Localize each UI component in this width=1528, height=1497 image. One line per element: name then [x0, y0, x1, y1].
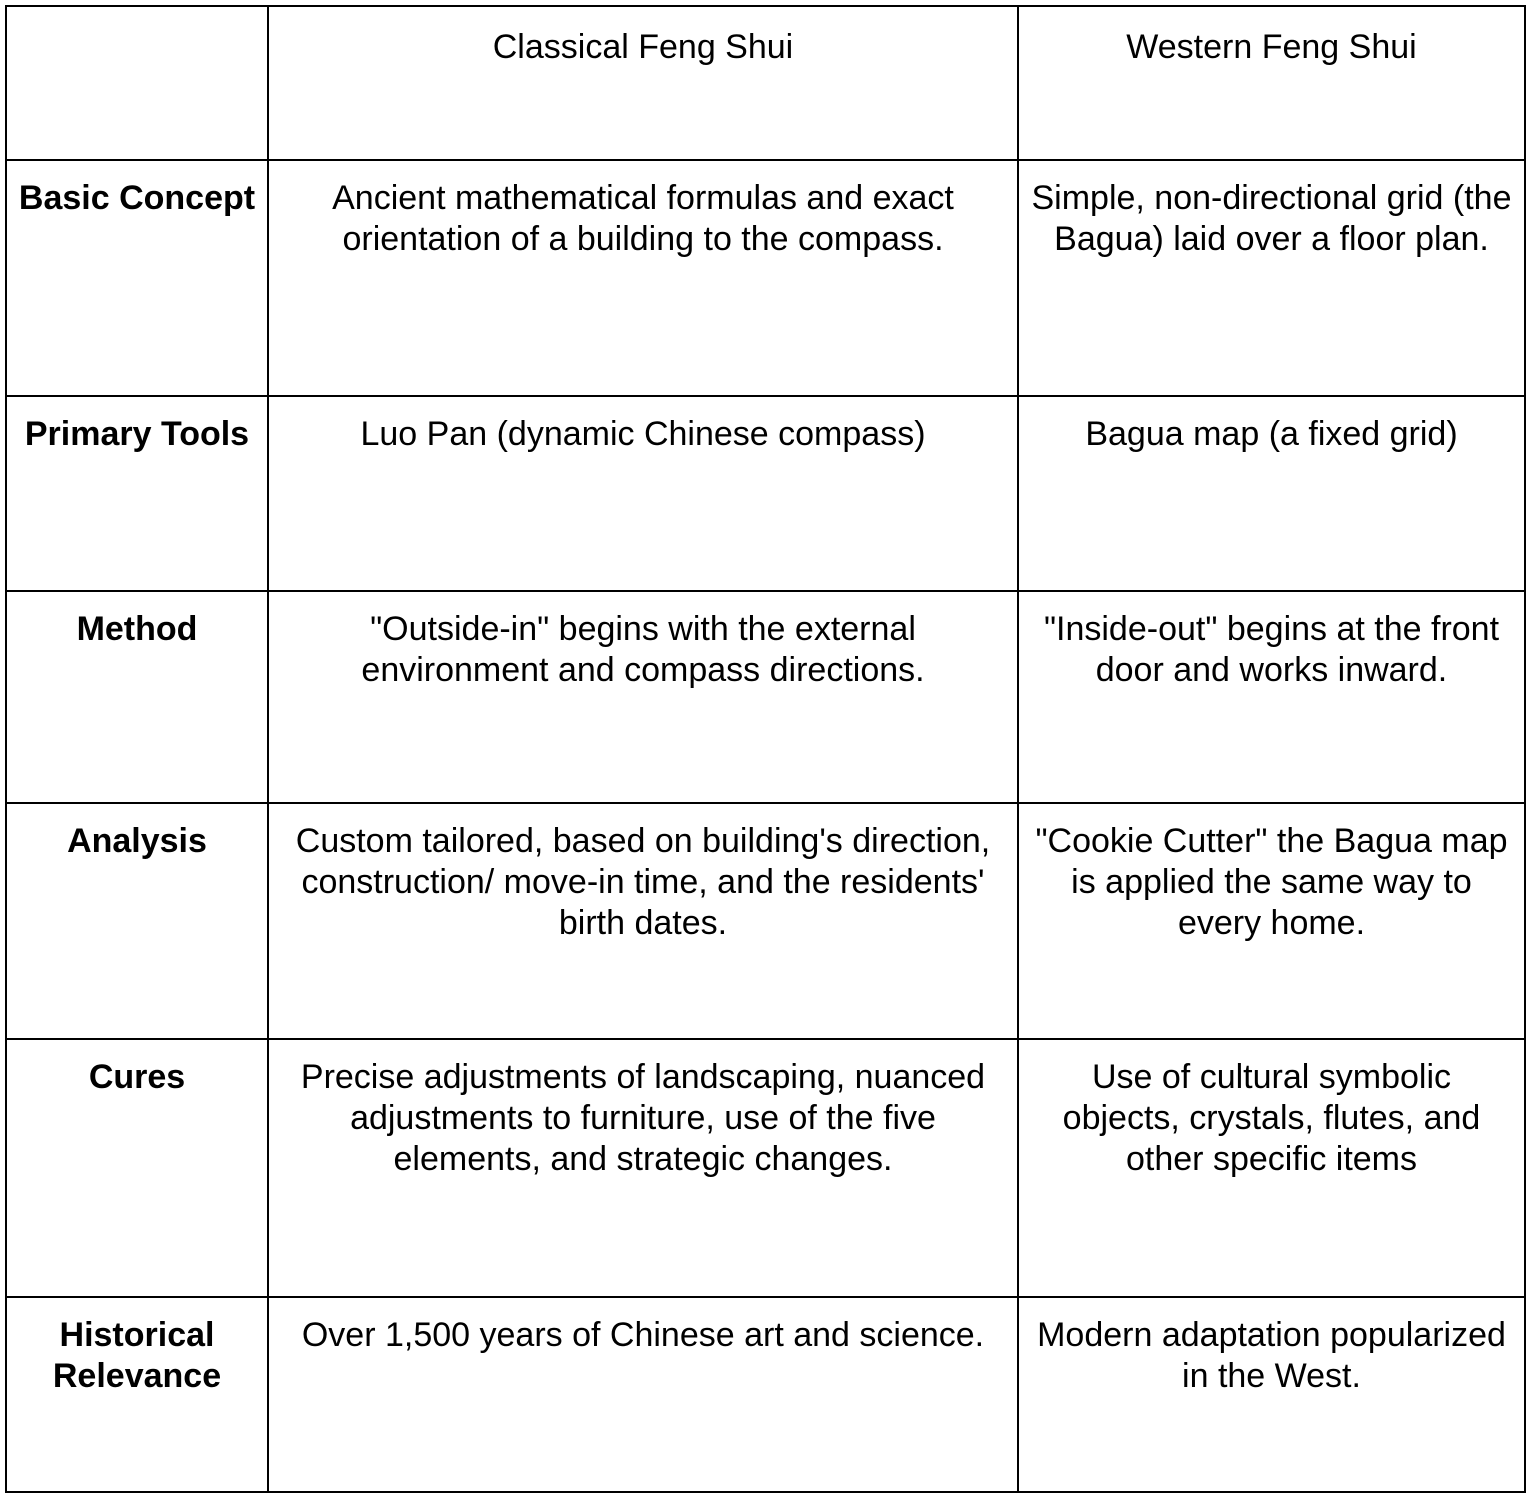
table-row — [6, 396, 1525, 591]
cell-western-basic-concept[interactable]: Simple, non-directional grid (the Bagua) laid over a floor plan. — [1018, 160, 1525, 396]
table-row — [6, 160, 1525, 396]
table-row — [6, 1297, 1525, 1492]
row-label-basic-concept[interactable]: Basic Concept — [6, 160, 268, 396]
row-label-historical-relevance[interactable]: Historical Relevance — [6, 1297, 268, 1492]
cell-classical-basic-concept[interactable]: Ancient mathematical formulas and exact orientation of a building to the compass. — [268, 160, 1018, 396]
cell-classical-historical-relevance[interactable]: Over 1,500 years of Chinese art and science. — [268, 1297, 1018, 1492]
row-label-analysis[interactable]: Analysis — [6, 803, 268, 1039]
cell-classical-method[interactable]: "Outside-in" begins with the external environment and compass directions. — [268, 591, 1018, 803]
row-label-cures[interactable]: Cures — [6, 1039, 268, 1297]
table-row — [6, 803, 1525, 1039]
row-label-primary-tools[interactable]: Primary Tools — [6, 396, 268, 591]
cell-western-analysis[interactable]: "Cookie Cutter" the Bagua map is applied the same way to every home. — [1018, 803, 1525, 1039]
header-western[interactable]: Western Feng Shui — [1018, 6, 1525, 160]
cell-western-cures[interactable]: Use of cultural symbolic objects, crystals, flutes, and other specific items — [1018, 1039, 1525, 1297]
cell-classical-primary-tools[interactable]: Luo Pan (dynamic Chinese compass) — [268, 396, 1018, 591]
table-row — [6, 591, 1525, 803]
table-row — [6, 1039, 1525, 1297]
comparison-table — [5, 5, 1526, 1493]
cell-classical-cures[interactable]: Precise adjustments of landscaping, nuanced adjustments to furniture, use of the five elements, and strategic changes. — [268, 1039, 1018, 1297]
row-label-method[interactable]: Method — [6, 591, 268, 803]
cell-western-primary-tools[interactable]: Bagua map (a fixed grid) — [1018, 396, 1525, 591]
cell-classical-analysis[interactable]: Custom tailored, based on building's direction, construction/ move-in time, and the residents' birth dates. — [268, 803, 1018, 1039]
text-cursor — [1524, 418, 1526, 450]
corner-cell[interactable] — [6, 6, 268, 160]
cell-western-method[interactable]: "Inside-out" begins at the front door and works inward. — [1018, 591, 1525, 803]
header-classical[interactable]: Classical Feng Shui — [268, 6, 1018, 160]
cell-western-historical-relevance[interactable]: Modern adaptation popularized in the West. — [1018, 1297, 1525, 1492]
header-row — [6, 6, 1525, 160]
